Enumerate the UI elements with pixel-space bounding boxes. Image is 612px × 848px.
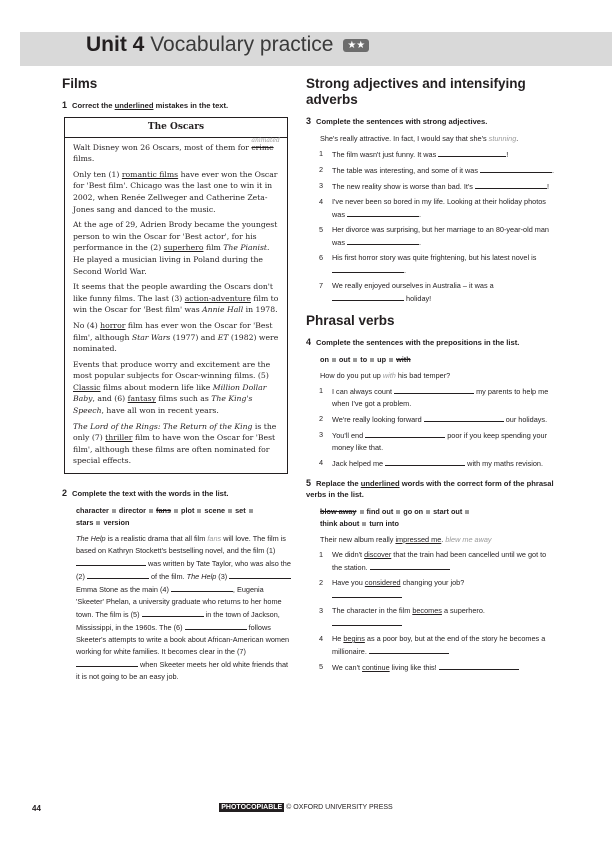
list-item: 5 We can't continue living like this! (306, 661, 556, 674)
task-4-instruction: 4 Complete the sentences with the prepositions in the list. (306, 337, 520, 347)
list-item: 3 The new reality show is worse than bad. It's ! (319, 181, 549, 191)
answer-blank[interactable] (347, 208, 419, 217)
task-4-example: How do you put up with his bad temper? (320, 371, 451, 380)
answer-blank[interactable] (370, 561, 450, 570)
answer-blank[interactable] (438, 148, 506, 157)
box-paragraph-3: At the age of 29, Adrien Brody became the youngest person to win the Oscar for 'Best actor', for his performance in the (2) superhero film The Pianist. He played a musician living in Poland during the Second World War. (73, 220, 278, 276)
answer-blank[interactable] (76, 658, 138, 667)
list-item: 3 The character in the film becomes a superhero. (306, 605, 556, 630)
box-paragraph-7: The Lord of the Rings: The Return of the King is the only (7) thriller film to have won the Oscar for 'Best film', although these films are often nominated for special effects. (73, 421, 277, 466)
list-item: 1 I can always count my parents to help me when I've got a problem. (319, 386, 549, 408)
difficulty-stars: ★★ (343, 39, 369, 52)
answer-blank[interactable] (480, 164, 552, 173)
task-1-instruction: 1 Correct the underlined mistakes in the text. (62, 100, 229, 110)
phrasal-verbs-heading: Phrasal verbs (306, 313, 395, 328)
answer-blank[interactable] (394, 385, 474, 394)
page-header (0, 0, 612, 68)
answer-blank[interactable] (475, 180, 547, 189)
task-5-items (306, 549, 556, 674)
list-item: 4 He begins as a poor boy, but at the end of the story he becomes a millionaire. (319, 634, 546, 656)
word-list-2: character director fans plot scene set stars version (76, 505, 292, 529)
task-3-items (306, 148, 556, 305)
task-5-instruction: 5 Replace the underlined words with the correct form of the phrasal verbs in the list. (306, 478, 554, 499)
answer-blank[interactable] (142, 608, 204, 617)
box-paragraph-5: No (4) horror film has ever won the Oscar for 'Best film', although Star Wars (1977) and ET (1982) were nominated. (73, 320, 279, 354)
task-5-example: Their new album really impressed me. blew me away (320, 535, 492, 544)
box-paragraph-6: Events that produce worry and excitement are the most popular subjects for Oscar-winning films. (5) Classic films about modern life like Million Dollar Baby, and (6) fantasy films such as The King's Speech, have all won in recent years. (73, 359, 271, 416)
answer-blank[interactable] (332, 264, 404, 273)
answer-blank[interactable] (332, 589, 402, 598)
the-help-paragraph: The Help is a realistic drama that all film fans will love. The film is based on Kathryn Stockett's bestselling novel, and the film (1) was written by Tate Taylor, who was also the (2) of the film. The Help (3) Emma Stone as the main (4) , Eugenia 'Skeeter' Phelan, a university graduate who returns to her home town. The film is (5) in the town of Jackson, Mississippi, in the 1960s. The (6) follows Skeeter's attempts to write a book about African-American women working for white families. It becomes clear in the (7) when Skeeter meets her old white friends that it is not going to be an easy job. (76, 534, 291, 682)
task-2-instruction: 2 Complete the text with the words in the list. (62, 488, 229, 499)
photocopiable-badge: PHOTOCOPIABLE (221, 804, 283, 811)
box-title: The Oscars (65, 122, 287, 138)
list-item: 1 We didn't discover that the train had been cancelled until we got to the station. (319, 550, 547, 572)
list-item: 7 We really enjoyed ourselves in Australia – it was a holiday! (319, 281, 494, 303)
page-title (86, 33, 369, 57)
word-list-5: blow away find out go on start out think about turn into (320, 506, 556, 530)
task-4-items (306, 385, 556, 470)
box-paragraph-4: It seems that the people awarding the Oscars don't like funny films. The last (3) action-adventure film to win the Oscar for 'Best film' was Annie Hall in 1978. (73, 282, 279, 315)
box-paragraph-2: Only ten (1) romantic films have ever won the Oscar for 'Best film'. Chicago was the last one to win it in 2002, when Renée Zellweger and Catherine Zeta-Jones sang and danced to the music. (73, 169, 278, 214)
unit-label: Unit 4 (86, 33, 145, 56)
answer-blank[interactable] (347, 236, 419, 245)
list-item: 2 Have you considered changing your job? (306, 577, 556, 602)
list-item: 1 The film wasn't just funny. It was ! (319, 149, 509, 159)
answer-blank[interactable] (185, 621, 247, 630)
answer-blank[interactable] (369, 645, 449, 654)
oscars-text-box (64, 117, 288, 474)
answer-blank[interactable] (424, 413, 504, 422)
box-paragraph-1: Walt Disney won 26 Oscars, most of them for animated crime films. (73, 136, 280, 164)
answer-blank[interactable] (229, 570, 291, 579)
handwritten-correction: animated (251, 136, 280, 144)
task-3-instruction: 3 Complete the sentences with strong adjectives. (306, 116, 488, 126)
section-title: Vocabulary practice (150, 33, 334, 56)
task-3-example: She's really attractive. In fact, I would say that she's stunning. (320, 134, 519, 143)
copyright-line: PHOTOCOPIABLE © OXFORD UNIVERSITY PRESS (221, 804, 393, 811)
list-item: 5 Her divorce was surprising, but her marriage to an 80-year-old man was . (319, 225, 549, 247)
page-footer (0, 800, 612, 820)
answer-blank[interactable] (365, 429, 445, 438)
answer-blank[interactable] (332, 292, 404, 301)
right-column (306, 76, 556, 682)
word-list-4: on out to up with (320, 355, 411, 364)
page-number: 44 (32, 804, 41, 813)
list-item: 3 You'll end poor if you keep spending your money like that. (319, 430, 548, 452)
list-item: 2 The table was interesting, and some of it was . (319, 165, 555, 175)
films-heading: Films (62, 76, 98, 91)
list-item: 6 His first horror story was quite frightening, but his latest novel is . (319, 253, 537, 275)
list-item: 2 We're really looking forward our holidays. (319, 414, 548, 424)
answer-blank[interactable] (385, 457, 465, 466)
answer-blank[interactable] (332, 617, 402, 626)
list-item: 4 I've never been so bored in my life. Looking at their holiday photos was . (319, 197, 546, 219)
answer-blank[interactable] (439, 661, 519, 670)
list-item: 4 Jack helped me with my maths revision. (319, 458, 543, 468)
answer-blank[interactable] (171, 583, 233, 592)
answer-blank[interactable] (87, 570, 149, 579)
left-column (62, 76, 292, 683)
answer-blank[interactable] (76, 557, 146, 566)
strong-adjectives-heading: Strong adjectives and intensifying adverbs (306, 76, 526, 107)
